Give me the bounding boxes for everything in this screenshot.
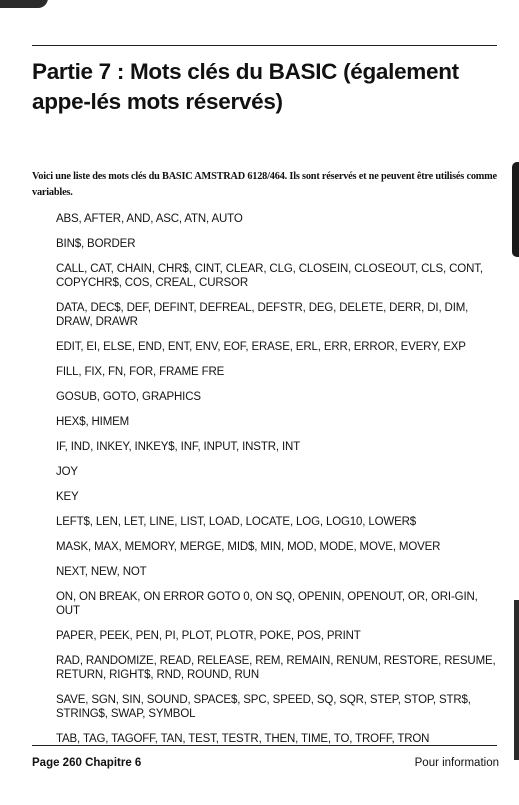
- footer-section-label: Pour information: [414, 757, 499, 769]
- scan-margin-mark: [514, 600, 519, 760]
- keyword-group-t: TAB, TAG, TAGOFF, TAN, TEST, TESTR, THEN, TIME, TO, TROFF, TRON: [56, 733, 430, 745]
- keyword-group-g: GOSUB, GOTO, GRAPHICS: [56, 391, 201, 403]
- keyword-list: [56, 212, 504, 757]
- footer-rule: [32, 745, 497, 746]
- keyword-group-c: CALL, CAT, CHAIN, CHR$, CINT, CLEAR, CLG, CLOSEIN, CLOSEOUT, CLS, CONT, COPYCHR$, COS, CREAL, CURSOR: [56, 263, 483, 289]
- keyword-group-d: DATA, DEC$, DEF, DEFINT, DEFREAL, DEFSTR, DEG, DELETE, DERR, DI, DIM, DRAW, DRAWR: [56, 302, 469, 328]
- footer-page-label: Page 260 Chapitre 6: [32, 757, 142, 769]
- intro-paragraph: Voici une liste des mots clés du BASIC AMSTRAD 6128/464. Ils sont réservés et ne peuvent être utilisés comme variables.: [32, 171, 497, 198]
- scan-smudge: [0, 0, 48, 8]
- header-rule: [32, 45, 497, 46]
- scan-margin-mark: [512, 162, 519, 257]
- keyword-group-m: MASK, MAX, MEMORY, MERGE, MID$, MIN, MOD, MODE, MOVE, MOVER: [56, 541, 441, 553]
- keyword-group-o: ON, ON BREAK, ON ERROR GOTO 0, ON SQ, OPENIN, OPENOUT, OR, ORI-GIN, OUT: [56, 591, 478, 617]
- keyword-group-l: LEFT$, LEN, LET, LINE, LIST, LOAD, LOCATE, LOG, LOG10, LOWER$: [56, 516, 417, 528]
- keyword-group-a: ABS, AFTER, AND, ASC, ATN, AUTO: [56, 213, 243, 225]
- keyword-group-j: JOY: [56, 466, 78, 478]
- keyword-group-b: BIN$, BORDER: [56, 238, 136, 250]
- keyword-group-f: FILL, FIX, FN, FOR, FRAME FRE: [56, 366, 225, 378]
- keyword-group-k: KEY: [56, 491, 79, 503]
- keyword-group-p: PAPER, PEEK, PEN, PI, PLOT, PLOTR, POKE, POS, PRINT: [56, 630, 361, 642]
- keyword-group-i: IF, IND, INKEY, INKEY$, INF, INPUT, INSTR, INT: [56, 441, 301, 453]
- keyword-group-e: EDIT, EI, ELSE, END, ENT, ENV, EOF, ERASE, ERL, ERR, ERROR, EVERY, EXP: [56, 341, 466, 353]
- keyword-group-n: NEXT, NEW, NOT: [56, 566, 147, 578]
- keyword-group-r: RAD, RANDOMIZE, READ, RELEASE, REM, REMAIN, RENUM, RESTORE, RESUME, RETURN, RIGHT$, RND, ROUND, RUN: [56, 655, 496, 681]
- page-title: Partie 7 : Mots clés du BASIC (également appe-lés mots réservés): [32, 59, 459, 114]
- keyword-group-h: HEX$, HIMEM: [56, 416, 130, 428]
- keyword-group-s: SAVE, SGN, SIN, SOUND, SPACE$, SPC, SPEED, SQ, SQR, STEP, STOP, STR$, STRING$, SWAP, SYMBOL: [56, 694, 471, 720]
